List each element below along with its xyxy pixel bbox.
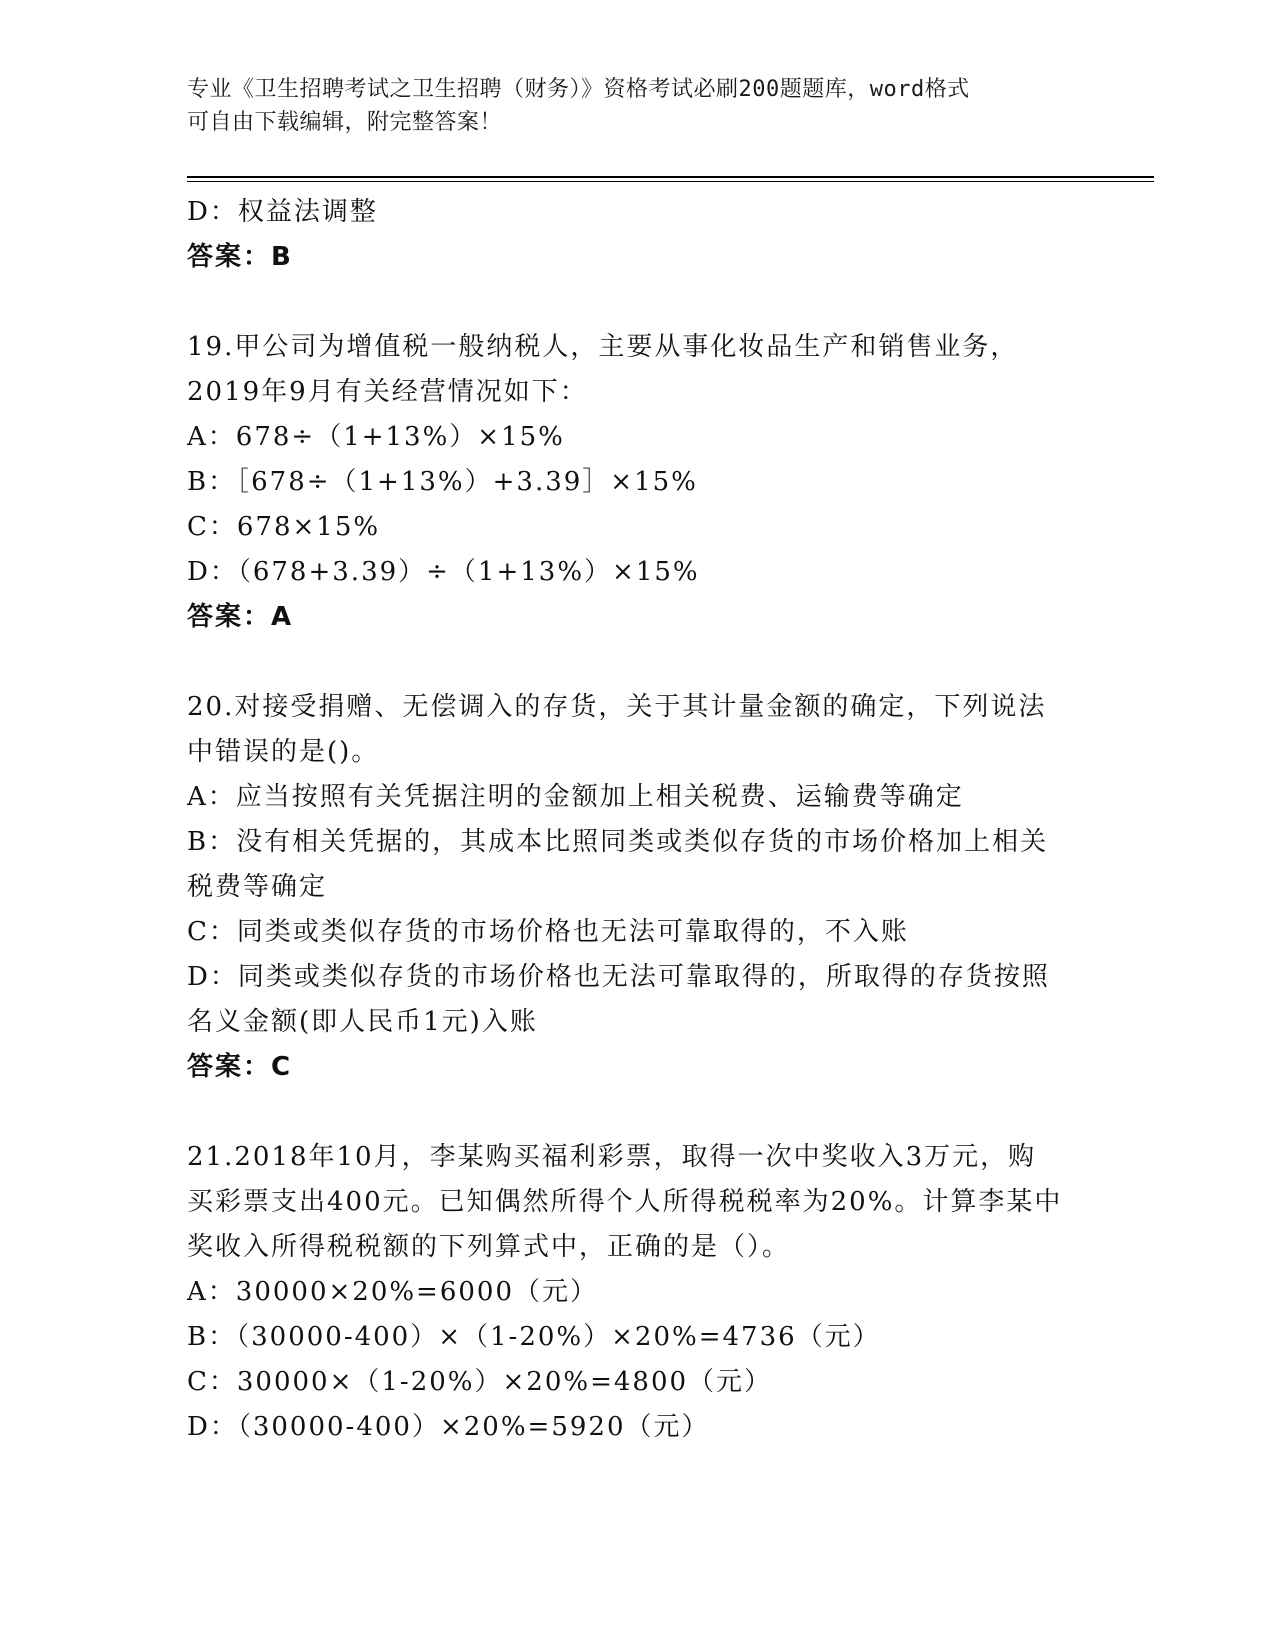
q20-option-c: C：同类或类似存货的市场价格也无法可靠取得的，不入账 bbox=[187, 917, 909, 947]
q21-option-a: A：30000×20%=6000（元） bbox=[187, 1277, 599, 1307]
q19-option-b: B：［678÷（1+13%）+3.39］×15% bbox=[187, 467, 698, 497]
q20-option-b-line-1: B：没有相关凭据的，其成本比照同类或类似存货的市场价格加上相关 bbox=[187, 827, 1049, 857]
q21-option-c: C：30000×（1-20%）×20%=4800（元） bbox=[187, 1367, 773, 1397]
header-line-2: 可自由下载编辑，附完整答案！ bbox=[187, 110, 503, 135]
prev-option-d: D：权益法调整 bbox=[187, 197, 378, 227]
q20-option-d-line-1: D：同类或类似存货的市场价格也无法可靠取得的，所取得的存货按照 bbox=[187, 962, 1050, 992]
q19-stem-line-2: 2019年9月有关经营情况如下： bbox=[187, 377, 588, 407]
q19-option-d: D：（678+3.39）÷（1+13%）×15% bbox=[187, 557, 700, 587]
q20-option-b-line-2: 税费等确定 bbox=[187, 872, 328, 902]
spacer bbox=[187, 1090, 1087, 1135]
q21-stem-line-1: 21.2018年10月，李某购买福利彩票，取得一次中奖收入3万元，购 bbox=[187, 1142, 1037, 1172]
spacer bbox=[187, 640, 1087, 685]
q20-stem-line-2: 中错误的是()。 bbox=[187, 737, 380, 767]
spacer bbox=[187, 280, 1087, 325]
q20-stem-line-1: 20.对接受捐赠、无偿调入的存货，关于其计量金额的确定，下列说法 bbox=[187, 692, 1047, 722]
q21-option-d: D：（30000-400）×20%=5920（元） bbox=[187, 1412, 710, 1442]
q20-option-d-line-2: 名义金额(即人民币1元)入账 bbox=[187, 1007, 538, 1037]
q20-option-a: A：应当按照有关凭据注明的金额加上相关税费、运输费等确定 bbox=[187, 782, 964, 812]
header-rule-thick bbox=[187, 176, 1154, 178]
q19-option-c: C：678×15% bbox=[187, 512, 381, 542]
q19-answer: 答案：A bbox=[187, 602, 294, 632]
q21-option-b: B：（30000-400）×（1-20%）×20%=4736（元） bbox=[187, 1322, 881, 1352]
prev-answer: 答案：B bbox=[187, 242, 293, 272]
q19-stem-line-1: 19.甲公司为增值税一般纳税人，主要从事化妆品生产和销售业务， bbox=[187, 332, 1019, 362]
header-line-1: 专业《卫生招聘考试之卫生招聘（财务）》资格考试必刷200题题库，word格式 bbox=[187, 77, 970, 102]
question-content bbox=[187, 190, 1087, 1450]
q20-answer: 答案：C bbox=[187, 1052, 293, 1082]
document-header bbox=[187, 73, 1067, 139]
q19-option-a: A：678÷（1+13%）×15% bbox=[187, 422, 565, 452]
q21-stem-line-3: 奖收入所得税税额的下列算式中，正确的是（）。 bbox=[187, 1232, 791, 1262]
header-rule-thin bbox=[187, 181, 1154, 182]
q21-stem-line-2: 买彩票支出400元。已知偶然所得个人所得税税率为20%。计算李某中 bbox=[187, 1187, 1063, 1217]
